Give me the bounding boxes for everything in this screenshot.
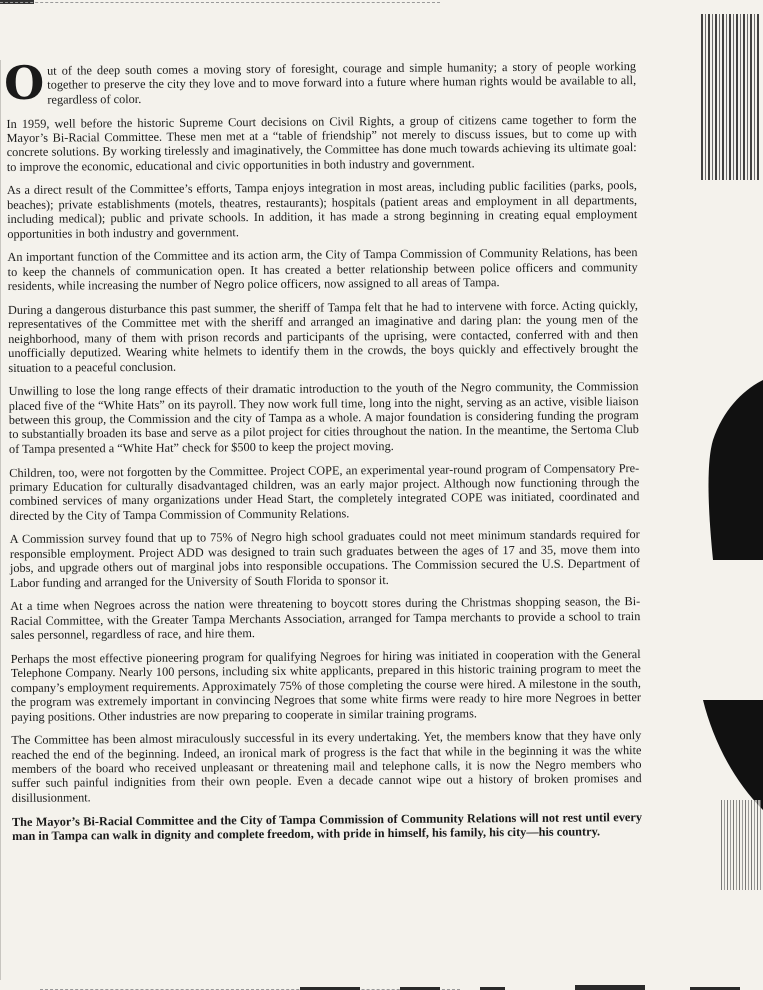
left-margin-rule: [0, 60, 1, 980]
paragraph-2: In 1959, well before the historic Supreme Court decisions on Civil Rights, a group of citizens came together to form the Mayor’s Bi-Racial Committee. These men met at a “table of friendship” not merely to discuss issues, but to come up with concrete solutions. By working tirelessly and imaginatively, the Committee has done much towards achieving its ultimate goal: to improve the economic, educational and civic opportunities in both industry and government.: [6, 111, 637, 174]
paragraph-9: At a time when Negroes across the nation were threatening to boycott stores during the Christmas shopping season, the Bi-Racial Committee, with the Greater Tampa Merchants Association, arranged for Tampa merchants to provide a school to train sales personnel, regardless of race, and hire them.: [10, 594, 641, 643]
paragraph-12: The Mayor’s Bi-Racial Committee and the City of Tampa Commission of Community Relations will not rest until every man in Tampa can walk in dignity and complete freedom, with pride in himself, his family, his city—his country.: [11, 809, 642, 843]
paragraph-7: Children, too, were not forgotten by the Committee. Project COPE, an experimental year-round program of Compensatory Pre-primary Education for culturally disadvantaged children, was an early major project. Although now functioning through the combined services of many organizations under Head Start, the completely integrated COPE was initiated, coordinated and directed by the City of Tampa Commission of Community Relations.: [9, 460, 640, 523]
right-edge-stripes-bottom: [721, 800, 761, 890]
bottom-bar: [575, 985, 645, 990]
bottom-edge: [0, 984, 763, 990]
paragraph-text: ut of the deep south comes a moving story of foresight, courage and simple humanity; a story of people working together to preserve the city they love and to move forward into a future where human rights would be available to all, regardless of color.: [47, 59, 637, 107]
top-dashed-rule: [0, 2, 440, 3]
paragraph-6: Unwilling to lose the long range effects of their dramatic introduction to the youth of the Negro community, the Commission placed five of the “White Hats” on its payroll. They now work full time, long into the night, serving as an active, visible liaison between this group, the Commission and the city of Tampa as a whole. A major foundation is considering funding the program to substantially broaden its base and serve as a pilot project for cities throughout the nation. In the meantime, the Sertoma Club of Tampa presented a “White Hat” check for $500 to keep the project moving.: [8, 379, 639, 456]
article-body: [3, 55, 642, 843]
drop-cap: O: [3, 55, 45, 111]
paragraph-8: A Commission survey found that up to 75% of Negro high school graduates could not meet minimum standards required for responsible employment. Project ADD was designed to train such graduates between the ages of 17 and 35, move them into jobs, and upgrade others out of marginal jobs into responsible occupations. The Commission secured the U.S. Department of Labor funding and arranged for the University of South Florida to sponsor it.: [9, 527, 640, 590]
paragraph-3: As a direct result of the Committee’s efforts, Tampa enjoys integration in most areas, including public facilities (parks, pools, beaches); private establishments (motels, theatres, restaurants); hospitals (patient areas and employment in all departments, including medical); public and private schools. In addition, it has made a strong beginning in creating equal employment opportunities in both industry and government.: [6, 178, 638, 241]
paragraph-11: The Committee has been almost miraculously successful in its every undertaking. Yet, the members know that they have only reached the end of the beginning. Indeed, an ironical mark of progress is the fact that while in the beginning it was the white members of the board who received unpleasant or threatening mail and telephone calls, it is now the Negro members who suffer such painful indignities from their own people. Even a decade cannot wipe out a history of broken promises and disillusionment.: [11, 728, 642, 805]
paragraph-1: [3, 55, 637, 111]
paragraph-5: During a dangerous disturbance this past summer, the sheriff of Tampa felt that he had to intervene with force. Acting quickly, representatives of the Committee met with the sheriff and arranged an imaginative and daring plan: the young men of the neighborhood, many of them with prison records and participants of the uprising, were contacted, conferred with and then unofficially deputized. Wearing white helmets to identify them in the crowds, the boys quickly and effectively brought the situation to a peaceful conclusion.: [7, 297, 639, 375]
paragraph-10: Perhaps the most effective pioneering program for qualifying Negroes for hiring was initiated in cooperation with the General Telephone Company. Nearly 100 persons, including six white applicants, prepared in this historic training program to meet the company’s employment requirements. Approximately 75% of those completing the course were hired. A milestone in the south, the program was extremely important in convincing Negroes that some white firms were ready to hire more Negroes in better paying positions. Other industries are now preparing to cooperate in similar training programs.: [10, 646, 642, 724]
right-edge-stripes-top: [701, 14, 761, 180]
paragraph-4: An important function of the Committee and its action arm, the City of Tampa Commission of Community Relations, has been to keep the channels of communication open. It has created a better relationship between police officers and community residents, while increasing the number of Negro police officers, now assigned to all areas of Tampa.: [7, 245, 638, 294]
right-edge-dark-shape-1: [703, 380, 763, 560]
